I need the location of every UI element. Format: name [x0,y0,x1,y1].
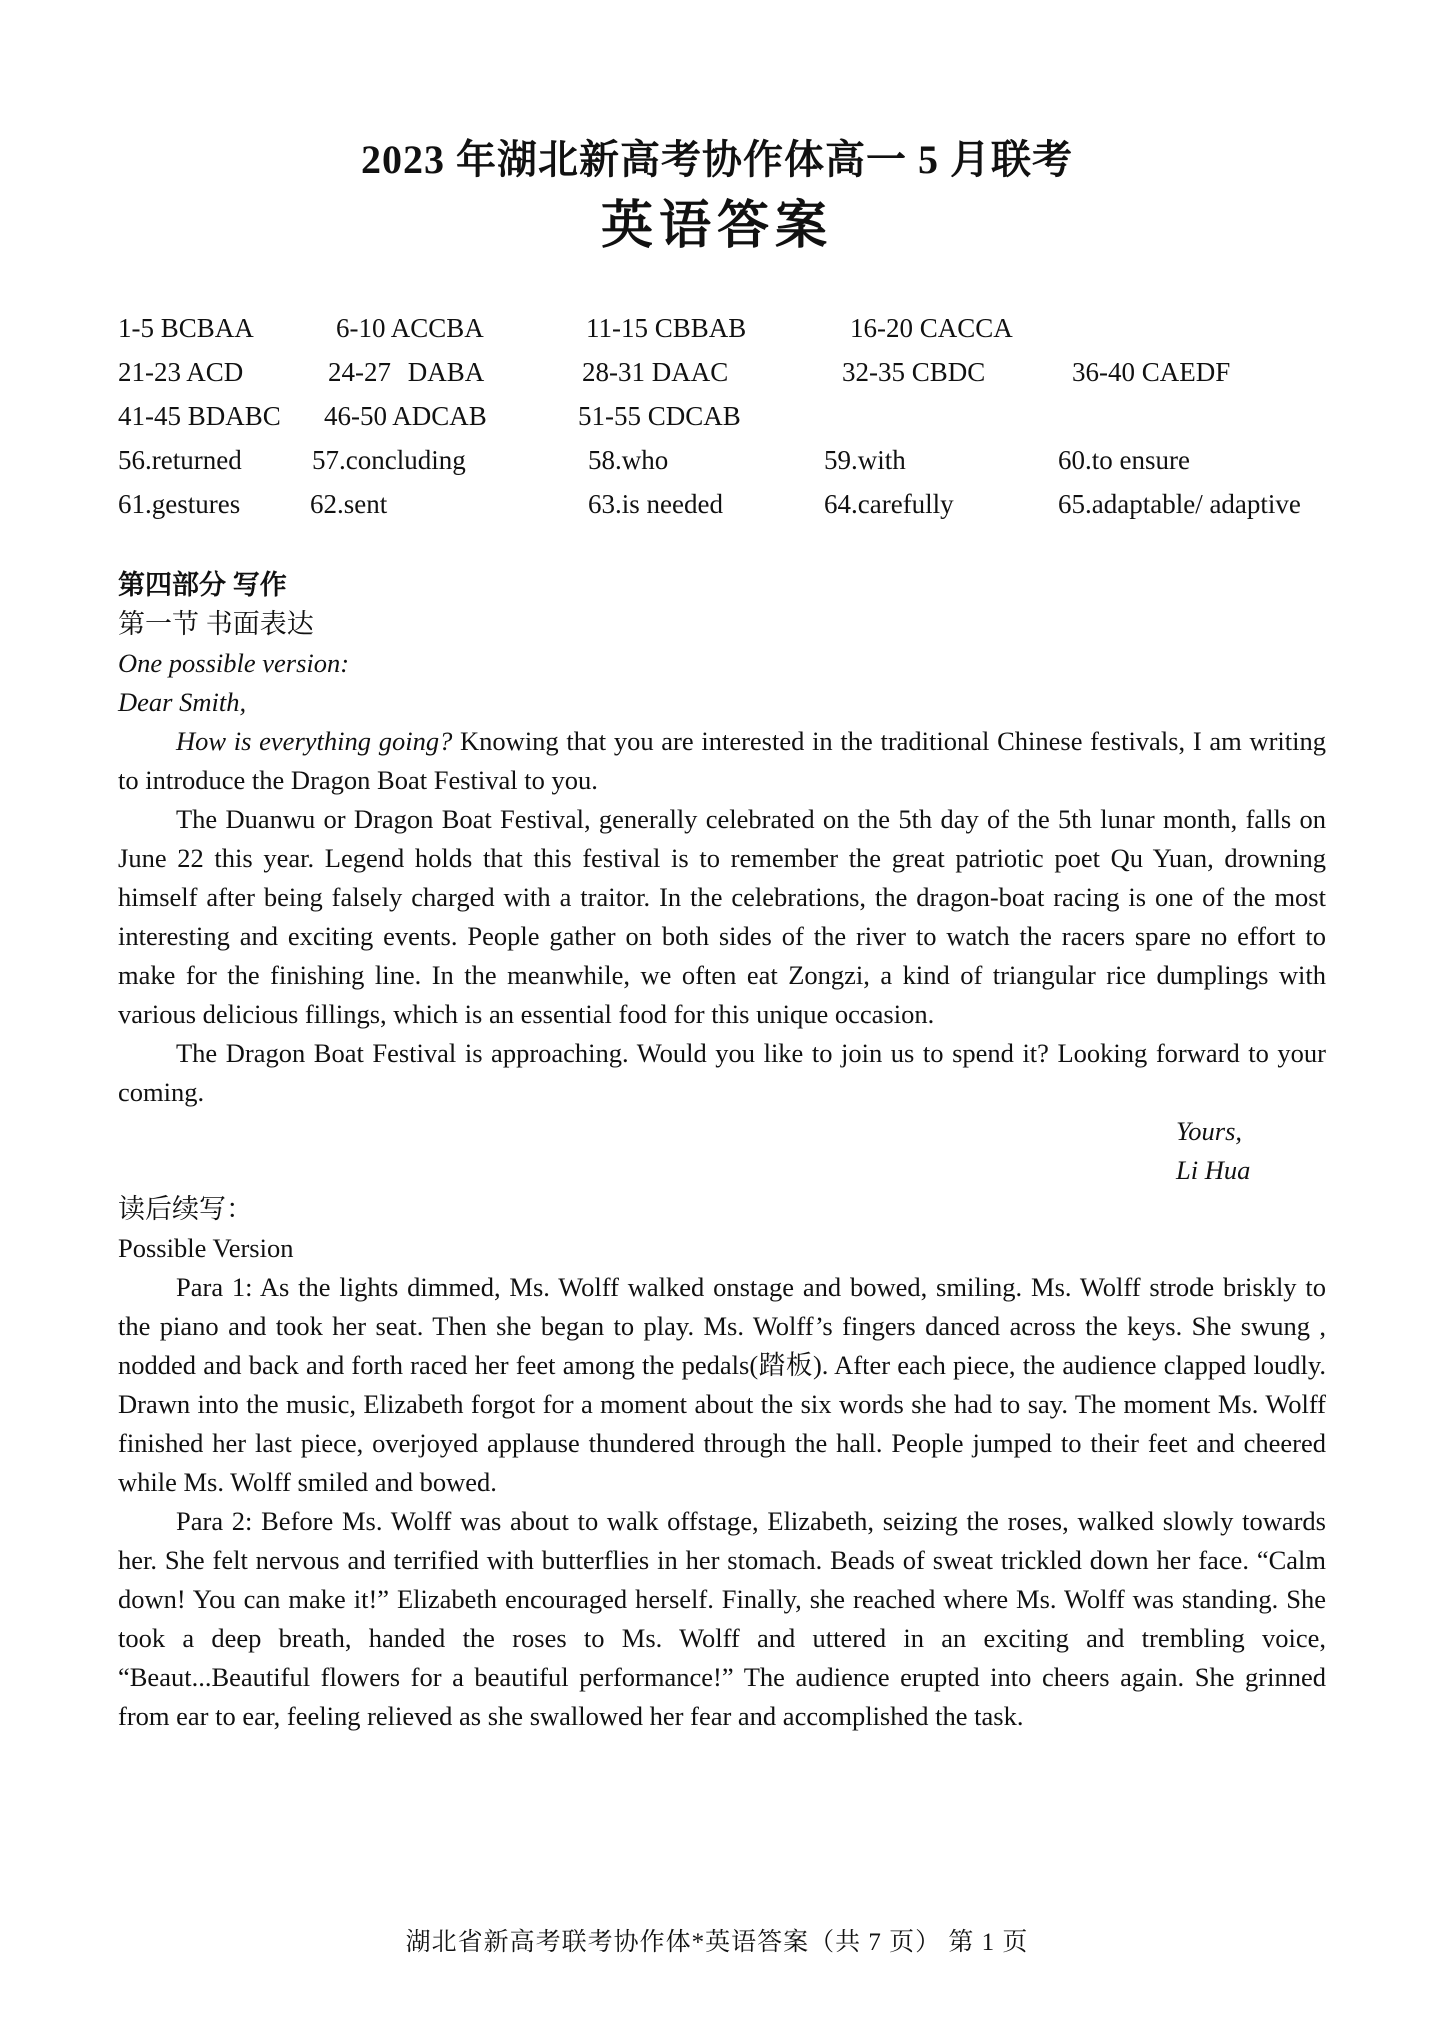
letter-paragraph: The Duanwu or Dragon Boat Festival, generally celebrated on the 5th day of the 5th lunar month, falls on June 22 this year. Legend holds that this festival is to remember the great patriotic poet Qu Yuan, drowning himself after being falsely charged with a traitor. In the celebrations, the dragon-boat racing is one of the most interesting and exciting events. People gather on both sides of the river to watch the racers spare no effort to make for the finishing line. In the meanwhile, we often eat Zongzi, a kind of triangular rice dumplings with various delicious fillings, which is an essential food for this unique occasion. [118,804,1326,1029]
answer-cell: 58.who [588,445,669,475]
answer-cell: 60.to ensure [1058,445,1190,475]
answer-key [118,306,1348,526]
part-heading: 第四部分 写作 [118,570,287,600]
answer-row [118,306,1348,350]
answer-cell: 21-23 ACD [118,357,244,387]
section-heading: 第一节 书面表达 [118,609,314,639]
answer-cell: 57.concluding [312,445,466,475]
document-title: 2023 年湖北新高考协作体高一 5 月联考 [361,137,1073,182]
answer-cell: 41-45 BDABC [118,401,281,431]
continuation-paragraph: Para 1: As the lights dimmed, Ms. Wolff walked onstage and bowed, smiling. Ms. Wolff strode briskly to the piano and took her seat. Then she began to play. Ms. Wolff’s fingers danced across the keys. She swung , nodded and back and forth raced her feet among the pedals(踏板). After each piece, the audience clapped loudly. Drawn into the music, Elizabeth forgot for a moment about the six words she had to say. The moment Ms. Wolff finished her last piece, overjoyed applause thundered through the hall. People jumped to their feet and cheered while Ms. Wolff smiled and bowed. [118,1272,1326,1497]
answer-row [118,438,1348,482]
answer-cell: 36-40 CAEDF [1072,357,1231,387]
answer-cell: 51-55 CDCAB [578,401,741,431]
answer-row [118,394,1348,438]
answer-cell: 11-15 CBBAB [586,313,747,343]
answer-cell: 56.returned [118,445,242,475]
document-subtitle: 英语答案 [600,198,833,255]
answer-cell: 1-5 BCBAA [118,313,254,343]
answer-row [118,350,1348,394]
answer-cell: 16-20 CACCA [850,313,1013,343]
answer-cell: 32-35 CBDC [842,357,986,387]
answer-cell: 62.sent [310,489,388,519]
answer-cell: 64.carefully [824,489,954,519]
continuation-paragraph: Para 2: Before Ms. Wolff was about to walk offstage, Elizabeth, seizing the roses, walked slowly towards her. She felt nervous and terrified with butterflies in her stomach. Beads of sweat trickled down her face. “Calm down! You can make it!” Elizabeth encouraged herself. Finally, she reached where Ms. Wolff was standing. She took a deep breath, handed the roses to Ms. Wolff and uttered in an exciting and trembling voice, “Beaut...Beautiful flowers for a beautiful performance!” The audience erupted into cheers again. She grinned from ear to ear, feeling relieved as she swallowed her fear and accomplished the task. [118,1506,1326,1731]
letter-opening: How is everything going? [176,726,453,756]
continuation-heading: 读后续写： [118,1194,253,1224]
answer-cell: 46-50 ADCAB [324,401,487,431]
answer-cell: 28-31 DAAC [582,357,729,387]
writing-content [118,566,1326,1736]
letter-closing: Yours, [1176,1116,1243,1146]
page-footer: 湖北省新高考联考协作体*英语答案（共 7 页） 第 1 页 [405,1929,1029,1956]
answer-cell: 24-27 DABA [328,357,485,387]
version-label: One possible version: [118,648,350,678]
letter-paragraph [118,722,1326,800]
answer-cell: 63.is needed [588,489,723,519]
answer-cell: 65.adaptable/ adaptive [1058,489,1301,519]
letter-paragraph-text: Knowing that you are interested in the traditional Chinese festivals, I am writing to introduce the Dragon Boat Festival to you. [118,726,1327,795]
answer-row [118,482,1348,526]
answer-cell: 6-10 ACCBA [336,313,484,343]
letter-paragraph: The Dragon Boat Festival is approaching. Would you like to join us to spend it? Looking forward to your coming. [118,1038,1326,1107]
answer-cell: 59.with [824,445,906,475]
letter-salutation: Dear Smith, [118,687,247,717]
continuation-version-label: Possible Version [118,1233,294,1263]
answer-cell: 61.gestures [118,489,241,519]
letter-signature: Li Hua [1176,1155,1251,1185]
